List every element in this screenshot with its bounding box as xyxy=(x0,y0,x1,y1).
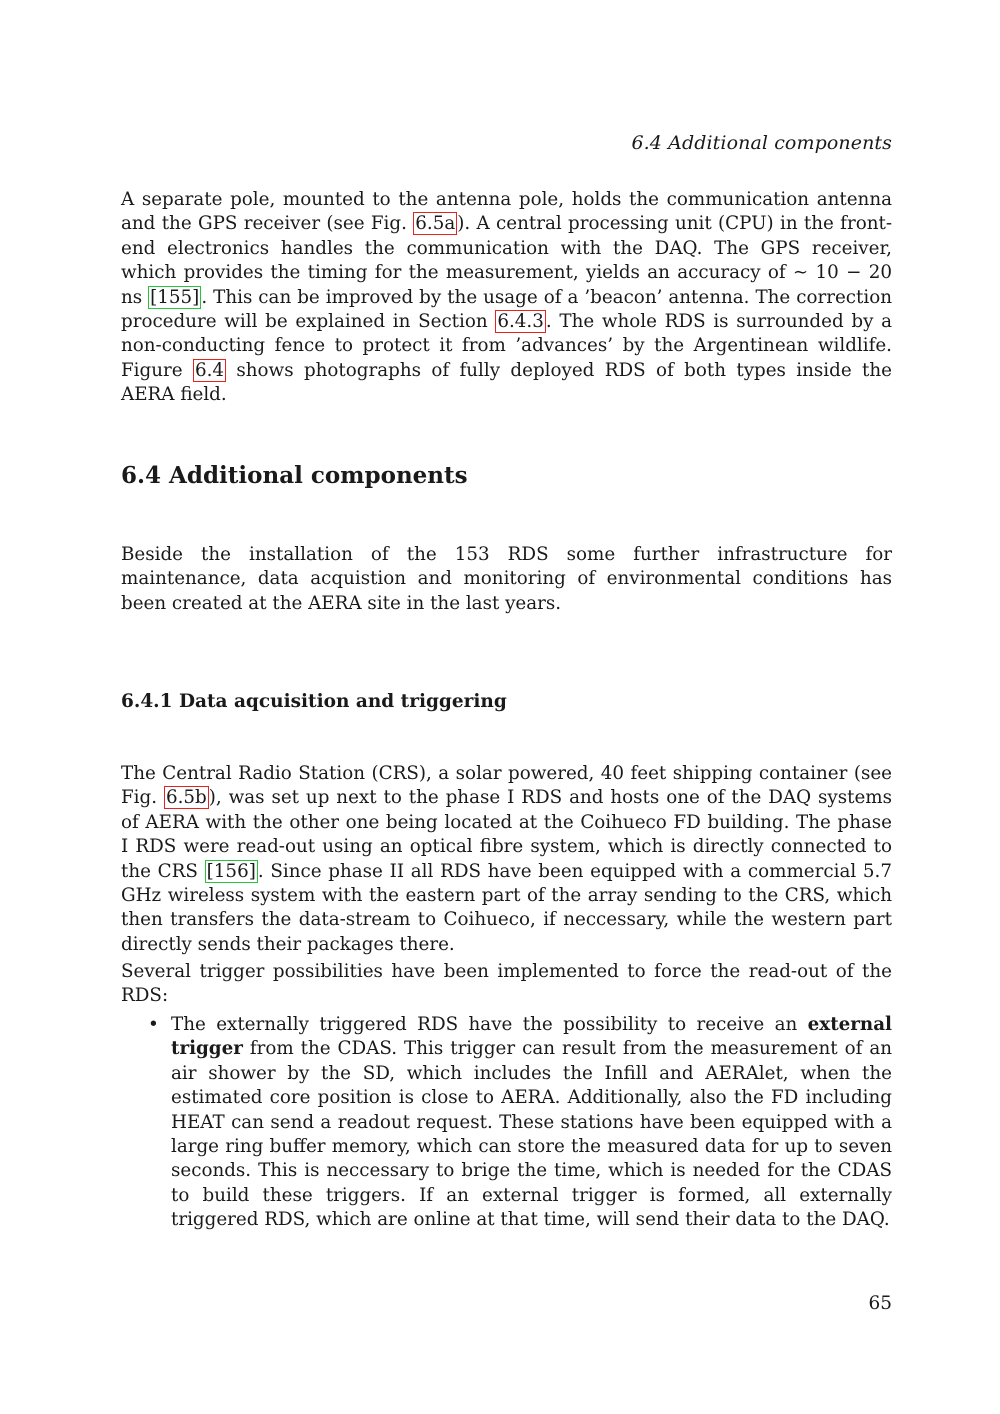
figure-link-6-5b[interactable]: 6.5b xyxy=(165,787,207,809)
paragraph-text: . The whole RDS is surrounded by a non-conducting fence to protect it from ’advances’ by the Argentinean wildlife. Figure xyxy=(121,311,892,381)
paragraph-text: ), was set up next to the phase I RDS and hosts one of the DAQ systems of AERA with the other one being located at the Coihueco FD building. The phase I RDS were read-out using an optical fibre system, which is directly connected to the CRS xyxy=(121,787,892,882)
paragraph-text: shows photographs of fully deployed RDS of both types inside the AERA field. xyxy=(121,359,892,406)
paragraph-text: . Since phase II all RDS have been equipped with a commercial 5.7 GHz wireless system with the eastern part of the array sending to the CRS, which then transfers the data-stream to Coihueco, if neccessary, while the western part directly sends their packages there. xyxy=(121,860,892,955)
bold-term-external-trigger: external trigger xyxy=(171,1014,892,1060)
page-number: 65 xyxy=(868,1293,892,1314)
paragraph-infrastructure: Beside the installation of the 153 RDS some further infrastructure for maintenance, data acquistion and monitoring of environmental conditions has been created at the AERA site in the last years. xyxy=(121,544,892,614)
paragraph-crs xyxy=(121,762,892,957)
bullet-list-item xyxy=(148,1013,892,1233)
figure-link-6-5a[interactable]: 6.5a xyxy=(415,213,456,235)
bullet-text-part: The externally triggered RDS have the possibility to receive an xyxy=(171,1014,808,1035)
paragraph-trigger-intro: Several trigger possibilities have been implemented to force the read-out of the RDS: xyxy=(121,961,892,1007)
paragraph-text: The Central Radio Station (CRS), a solar powered, 40 feet shipping container (see Fig. xyxy=(121,763,892,809)
paragraph-rds-pole xyxy=(121,188,892,408)
bullet-text-part: from the CDAS. This trigger can result from the measurement of an air shower by the SD, which includes the Infill and AERAlet, when the estimated core position is close to AERA. Additionally, also the FD including HEAT can send a readout request. These stations have been equipped with a large ring buffer memory, which can store the measured data for up to seven seconds. This is neccessary to brige the time, which is needed for the CDAS to build these triggers. If an external trigger is formed, all externally triggered RDS, which are online at that time, will send their data to the DAQ. xyxy=(171,1038,892,1231)
paragraph-text: ). A central processing unit (CPU) in the front-end electronics handles the communication with the DAQ. The GPS receiver, which provides the timing for the measurement, yields an accuracy of ∼ 10 − 20 ns xyxy=(121,213,892,308)
citation-link-156[interactable]: [156] xyxy=(206,860,256,882)
paragraph-text: . This can be improved by the usage of a ’beacon’ antenna. The correction procedure will be explained in Section xyxy=(121,286,892,333)
section-heading: 6.4 Additional components xyxy=(121,462,468,489)
bullet-icon: • xyxy=(148,1014,159,1035)
section-link-6-4-3[interactable]: 6.4.3 xyxy=(497,311,544,333)
paragraph-text: A separate pole, mounted to the antenna pole, holds the communication antenna and the GPS receiver (see Fig. xyxy=(121,189,892,235)
figure-link-6-4[interactable]: 6.4 xyxy=(194,359,225,381)
running-head: 6.4 Additional components xyxy=(631,132,892,154)
bullet-text xyxy=(171,1013,892,1233)
subsection-heading: 6.4.1 Data aqcuisition and triggering xyxy=(121,691,507,712)
citation-link-155[interactable]: [155] xyxy=(150,286,200,308)
